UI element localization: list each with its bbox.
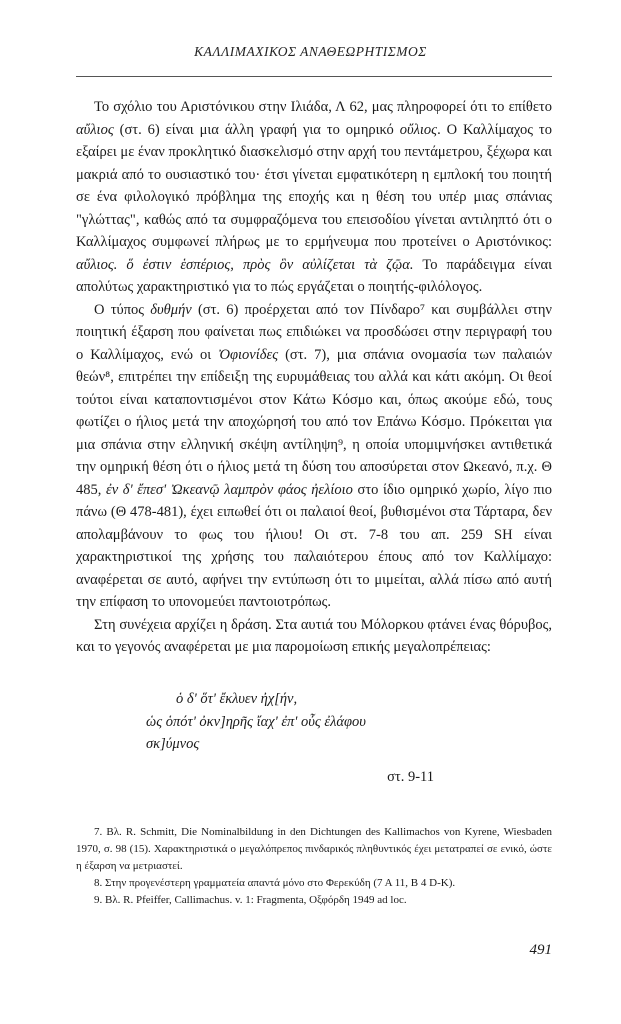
italic-greek-term: Ὀφιονίδες bbox=[218, 346, 279, 363]
verse-quote bbox=[76, 688, 552, 788]
footnote-7: 7. Βλ. R. Schmitt, Die Nominalbildung in den Dichtungen des Kallimachos von Kyrene, Wiesbaden 1970, σ. 98 (15). Χαρακτηριστικά ο μεγαλόπρεπος πινδαρικός πληθυντικός έχει μετατραπεί σε ενικό, ώστε η έξαρση να μετριαστεί. bbox=[76, 826, 552, 872]
text-run: Το παράδειγμα είναι απολύτως χαρακτηριστικό για το πώς εργάζεται ο ποιητής-φιλόλογος. bbox=[76, 256, 552, 295]
italic-greek-term: δυθμήν bbox=[150, 301, 192, 318]
text-run: Ο τύπος bbox=[94, 301, 151, 318]
text-run: Το σχόλιο του Αριστόνικου στην Ιλιάδα, Λ 62, μας πληροφορεί ότι το επίθετο bbox=[94, 99, 552, 115]
text-run: στο ίδιο ομηρικό χωρίο, λίγο πιο πάνω (Θ 478-481), έχει ειπωθεί ότι οι παλαιοί θεοί, βυθισμένοι στα Τάρταρα, δεν απολαμβάνουν το φως του ήλιου! Οι στ. 7-8 του απ. 259 SH είναι χαρακτηριστικοί της χρήσης του παλαιότερου έπους από τον Καλλίμαχο: αναφέρεται σε αυτό, αφήνει την εντύπωση ότι το μιμείται, αλλά πίσω από αυτή την επίφαση το υπονομεύει παντοιοτρόπως. bbox=[76, 481, 553, 610]
footnote-8: 8. Στην προγενέστερη γραμματεία απαντά μόνο στο Φερεκύδη (7 Α 11, Β 4 D-K). bbox=[94, 877, 456, 889]
running-header: ΚΑΛΛΙΜΑΧΙΚΟΣ ΑΝΑΘΕΩΡΗΤΙΣΜΟΣ bbox=[194, 44, 427, 59]
body-paragraph bbox=[76, 299, 552, 614]
header-rule bbox=[76, 76, 552, 77]
text-run: (στ. 6) προέρχεται από τον Πίνδαρο⁷ και συμβάλλει στην ποιητική έξαρση που φαίνεται πως επιδιώκει να προσδώσει στην περιγραφή του ο Καλλίμαχος, ενώ οι bbox=[76, 301, 552, 363]
main-text bbox=[76, 96, 552, 659]
verse-line-3: σκ]ύμνος bbox=[146, 736, 200, 752]
body-paragraph bbox=[76, 96, 552, 299]
italic-greek-term: ἐν δ' ἔπεσ' Ὠκεανῷ λαμπρὸν φάος ἠελίοιο bbox=[105, 481, 353, 498]
verse-line-1: ὁ δ' ὅτ' ἔκλυεν ἠχ[ήν, bbox=[176, 691, 298, 707]
italic-greek-term: οὔλιος bbox=[399, 121, 438, 138]
verse-line-2: ὡς ὁπότ' ὀκν]ηρῆς ἴαχ' ἐπ' οὖς ἐλάφου bbox=[146, 713, 366, 730]
text-run: Στη συνέχεια αρχίζει η δράση. Στα αυτιά του Μόλορκου φτάνει ένας θόρυβος, και το γεγονός αναφέρεται με μια παρομοίωση επικής μεγαλοπρέπειας: bbox=[76, 616, 552, 655]
text-run: . Ο Καλλίμαχος το εξαίρει με έναν προκλητικό διασκελισμό στην αρχή του πεντάμετρου, ξέχωρα και μακριά από το ουσιαστικό του· έτσι γίνεται εμφατικότερη η εμπλοκή του ποιητή σε ένα φιλολογικό πρόβλημα της εποχής και η θέση του υπέρ μιας σπάνιας "γλώττας", καθώς από τα συμφραζόμενα του επεισοδίου γίνεται αντιληπτό ότι ο Καλλίμαχος συμφωνεί πλήρως με το ερμήνευμα που προτείνει ο Αριστόνικος: bbox=[76, 121, 552, 250]
body-paragraph bbox=[76, 614, 552, 659]
page-number: 491 bbox=[529, 942, 552, 958]
footnote-9: 9. Βλ. R. Pfeiffer, Callimachus. v. 1: Fragmenta, Οξφόρδη 1949 ad loc. bbox=[94, 894, 407, 906]
text-run: (στ. 7), μια σπάνια ονομασία των παλαιών θεών⁸, επιτρέπει την επίδειξη της ευρυμάθειας του αλλά και κάτι ακόμη. Οι θεοί τούτοι είναι καταποντισμένοι στον Κάτω Κόσμο και, όπως ακούμε εδώ, τους φωτίζει ο ήλιος μετά την αποχώρησή του από τον Επάνω Κόσμο. Πρόκειται για μια σπάνια στην ελληνική σκέψη αντίληψη⁹, η οποία υπομιμνήσκει αντιθετικά την ομηρική θέση ότι ο ήλιος μετά τη δύση του αποσύρεται στον Ωκεανό, π.χ. Θ 485, bbox=[76, 346, 553, 498]
italic-greek-term: αὔλιος. ὅ ἐστιν ἑσπέριος, πρὸς ὃν αὐλίζεται τὰ ζῷα. bbox=[76, 256, 414, 273]
verse-reference: στ. 9-11 bbox=[387, 768, 434, 785]
footnotes bbox=[76, 824, 552, 909]
italic-greek-term: αὔλιος bbox=[76, 121, 114, 138]
text-run: (στ. 6) είναι μια άλλη γραφή για το ομηρικό bbox=[113, 121, 400, 138]
